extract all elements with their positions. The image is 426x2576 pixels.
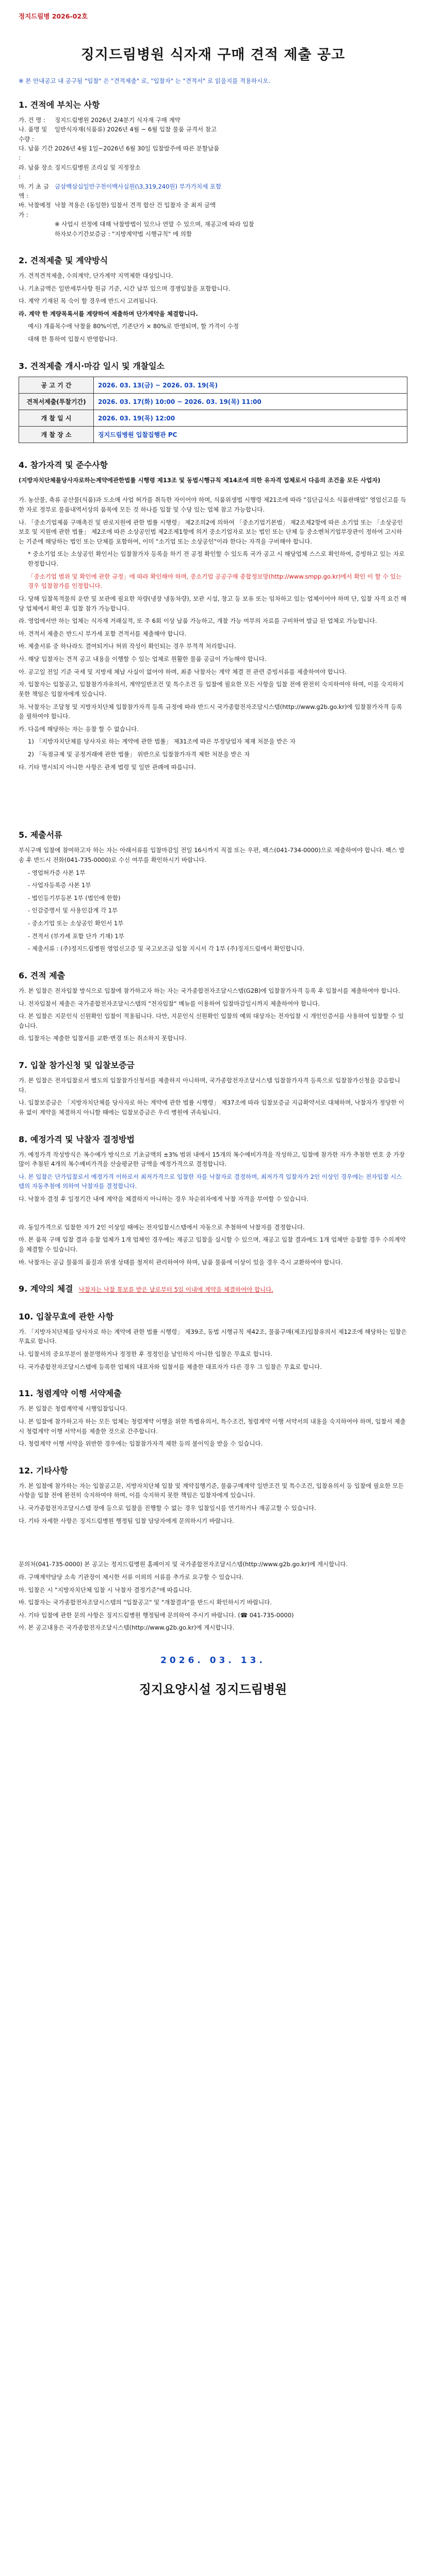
- s2-line: 예시) 개품목수에 낙찰율 80%이면, 기존단가 × 80%로 반영되며, 할 가격이 수정: [28, 323, 239, 330]
- table-value: 2026. 03. 19(목) 12:00: [94, 410, 407, 426]
- s10-item: 가. 「지방자치단체를 당사자로 하는 계약에 관한 법률 시행령」 제39조, 동법 시행규칙 제42조, 물품구매(제조)입찰유의서 제12조에 해당하는 입찰은 무효로 합니다.: [19, 1328, 407, 1345]
- s8-item: 다. 낙찰자 결정 후 일정기간 내에 계약을 체결하지 아니하는 경우 차순위자에게 낙찰 자격을 부여할 수 있습니다.: [19, 1195, 309, 1203]
- s9-text: 낙찰자는 낙찰 통보를 받은 날로부터 5일 이내에 계약을 체결하여야 합니다.: [78, 1286, 273, 1294]
- section-1: [19, 98, 407, 239]
- s11-item: 나. 본 입찰에 참가하고자 하는 모든 업체는 청렴계약 이행을 위한 특별유의서, 특수조건, 청렴계약 이행 서약서의 내용을 숙지하여야 하며, 입찰서 제출 시 청렴계약 이행 서약서를 제출한 것으로 간주합니다.: [19, 1417, 406, 1435]
- table-value: 2026. 03. 13(금) ~ 2026. 03. 19(목): [94, 377, 407, 393]
- s4-item: 다. 당해 입찰목적물의 운반 및 보관에 필요한 차량(냉장 냉동차량), 보관 시설, 창고 등 보유 또는 임차하고 있는 업체이어야 하며 단, 입찰 자격 요건 해당 업체에서 확인 후 입찰 참가 가능합니다.: [19, 595, 406, 612]
- s2-line: 다. 계약 기재된 목 숙이 할 경우에 반드시 고려됩니다.: [19, 297, 158, 305]
- s1-row: [19, 163, 407, 182]
- table-row: [19, 410, 407, 426]
- table-key: 개 찰 일 시: [19, 410, 94, 426]
- section-1-heading: 1. 견적에 부치는 사항: [19, 99, 100, 110]
- notice-date: 2026. 03. 13.: [160, 1655, 266, 1666]
- s4-item: 타. 기타 명시되지 아니한 사항은 관계 법령 및 일반 관례에 따릅니다.: [19, 763, 196, 771]
- s12-item: 사. 기타 입찰에 관한 문의 사항은 징지드림병원 행정팀에 문의하여 주시기 바랍니다. (☎ 041-735-0000): [19, 1611, 294, 1619]
- s12-item: 라. 구매계약담당 소속 기관장이 제시한 서류 이외의 서류를 추가로 요구할 수 있습니다.: [19, 1573, 244, 1581]
- s1-row: [19, 219, 407, 229]
- s4-item: 마. 견적서 제출은 반드시 부가세 포함 견적서를 제출해야 합니다.: [19, 630, 187, 637]
- s1-text: 징지드림병원 조리실 및 지정장소: [55, 163, 141, 171]
- s1-text: 2026년 4월 1일~2026년 6월 30일 입찰발주에 따른 분할납품: [55, 144, 220, 152]
- s4-item: 나. 「중소기업제품 구매촉진 및 판로지원에 관한 법률 시행령」 제2조의2에 의하여 「중소기업기본법」 제2조제2항에 따른 소기업 또는 「소상공인 보호 및 지원에 관한 법률」 제2조에 따른 소상공인법 제2조제1항에 의거 중소기업자로 보는 법인 또는 단체 등 중소벤처기업부장관이 정하여 고시하는 기준에 해당하는 법인 또는 단체를 포함하여, 이미 "소기업 또는 소상공인"이라 한다는 자격을 구비해야 합니다.: [19, 518, 403, 545]
- section-2: [19, 254, 407, 344]
- table-row: [19, 393, 407, 410]
- s11-item: 다. 청렴계약 이행 서약을 위반한 경우에는 입찰참가자격 제한 등의 불이익을 받을 수 있습니다.: [19, 1440, 263, 1448]
- section-9: [19, 1282, 407, 1295]
- s7-item: 가. 본 입찰은 전자입찰로서 별도의 입찰참가신청서를 제출하지 아니하며, 국가종합전자조달시스템 입찰참가자격 등록으로 입찰참가신청을 갈음합니다.: [19, 1077, 400, 1094]
- s8-item: 가. 예정가격 작성방식은 복수예가 방식으로 기초금액의 ±3% 범위 내에서 15개의 복수예비가격을 작성하고, 입찰에 참가한 자가 추첨한 번호 중 가장 많이 추첨된 4개의 복수예비가격을 산술평균한 금액을 예정가격으로 결정합니다.: [19, 1150, 405, 1168]
- s4-item: 가. 농산물, 축류 공산물(식품)과 도소매 사업 허가를 취득한 자이어야 하며, 식품위생법 시행령 제21조에 따라 "집단급식소 식품판매업" 영업신고를 득한 자로 정부로 물품내역서상의 품목에 모든 것 하나를 입찰 및 수당 있는 업체 참고 가능합니다.: [19, 496, 406, 513]
- s5-item: - 인감증명서 및 사용인감계 각 1부: [28, 907, 118, 914]
- section-6-heading: 6. 견적 제출: [19, 970, 65, 980]
- s1-label: [19, 219, 55, 229]
- s1-label: 가. 건 명 :: [19, 116, 45, 124]
- s1-text: 징지드림병원 2026년 2/4분기 식자재 구매 계약: [55, 116, 181, 124]
- s8-item: 라. 동일가격으로 입찰한 자가 2인 이상일 때에는 전자입찰시스템에서 자동으로 추첨하여 낙찰자를 결정합니다.: [19, 1223, 305, 1231]
- section-8: [19, 1133, 407, 1267]
- table-row: [19, 426, 407, 443]
- s5-item: - 중소기업 또는 소상공인 확인서 1부: [28, 920, 124, 927]
- s4-item: 「중소기업 범위 및 확인에 관한 규정」에 따라 확인해야 하며, 중소기업 공공구매 종합정보망(http://www.smpp.go.kr)에서 확인 이 할 수 있는 경우 입찰참가를 인정합니다.: [28, 572, 402, 590]
- s4-item: 차. 낙찰자는 조달청 및 지방자치단체 입찰참가자격 등록 규정에 따라 반드시 국가종합전자조달시스템(http://www.g2b.go.kr)에 입찰참가자격 등록을 필하여야 합니다.: [19, 703, 402, 720]
- s1-text: 금삼백삼십일만구천이백사십원(\3,319,240원) 부가가치세 포함: [55, 182, 222, 190]
- s6-item: 가. 본 입찰은 전자입찰 방식으로 입찰에 참가하고자 하는 자는 국가종합전자조달시스템(G2B)에 입찰참가자격 등록 후 입찰서를 제출하여야 합니다.: [19, 987, 400, 994]
- section-6: [19, 969, 407, 1043]
- section-9-title: 9. 계약의 체결: [19, 1284, 73, 1294]
- s12-item: 다. 기타 자세한 사항은 징지드림병원 행정팀 입찰 담당자에게 문의하시기 바랍니다.: [19, 1517, 234, 1524]
- s4-item: 사. 해당 입찰자는 견적 공고 내용을 이행할 수 있는 업체로 원활한 물품 공급이 가능해야 합니다.: [19, 655, 267, 663]
- s1-row: [19, 125, 407, 144]
- s8-item: 바. 낙찰자는 공급 물품의 품질과 위생 상태를 철저히 관리하여야 하며, 납품 물품에 이상이 있을 경우 즉시 교환하여야 합니다.: [19, 1258, 343, 1266]
- section-10: [19, 1310, 407, 1372]
- table-value: 2026. 03. 17(화) 10:00 ~ 2026. 03. 19(목) 11:00: [94, 393, 407, 410]
- s1-row: [19, 182, 407, 201]
- section-12-heading: 12. 기타사항: [19, 1465, 68, 1476]
- issuing-organization: 징지요양시설 징지드림병원: [139, 1682, 287, 1697]
- s2-line: 나. 기초금액은 일반세부사항 원금 기준, 시간 납부 있으며 경쟁입찰을 포함합니다.: [19, 284, 231, 292]
- s5-item: - 제출서류 : (주)정지드림병원 영업신고증 및 국고보조금 입찰 지시서 각 1부 (주)징지드림에서 확인합니다.: [28, 945, 305, 953]
- s4-item: 아. 공고일 전일 기준 국세 및 지방세 체납 사실이 없어야 하며, 최종 낙찰자는 계약 체결 전 관련 증빙서류를 제출하여야 합니다.: [19, 668, 347, 675]
- section-2-heading: 2. 견적제출 및 계약방식: [19, 255, 108, 265]
- section-3: [19, 360, 407, 443]
- section-7-heading: 7. 입찰 참가신청 및 입찰보증금: [19, 1060, 135, 1071]
- table-value: 징지드림병원 입찰집행관 PC: [94, 426, 407, 443]
- table-key: 견적서제출(투찰기간): [19, 393, 94, 410]
- section-8-heading: 8. 예정가격 및 낙찰자 결정방법: [19, 1134, 135, 1144]
- s7-item: 나. 입찰보증금은 「지방자치단체를 당사자로 하는 계약에 관한 법률 시행령」 제37조에 따라 입찰보증금 지급확약서로 대체하며, 낙찰자가 정당한 이유 없이 계약을 체결하지 아니할 때에는 입찰보증금은 우리 병원에 귀속됩니다.: [19, 1099, 404, 1116]
- s1-row: [19, 144, 407, 163]
- s1-label: 다. 납품 기간 :: [19, 144, 53, 162]
- s1-label: 마. 기 초 금 액 :: [19, 182, 50, 199]
- s1-text: ※ 사업시 선정에 대해 낙찰방법이 있으나 연말 수 있으며, 재공고에 따라 입찰: [55, 221, 254, 228]
- schedule-table: [19, 377, 407, 443]
- section-5-heading: 5. 제출서류: [19, 830, 62, 840]
- s11-item: 가. 본 입찰은 청렴계약제 시행입찰입니다.: [19, 1405, 127, 1413]
- s1-text: 일반식자재(식품류) 2026년 4월 ~ 6월 입찰 물품 규격서 참고: [55, 126, 217, 133]
- section-11: [19, 1387, 407, 1449]
- s1-row: [19, 200, 407, 219]
- s12-item: 아. 본 공고내용은 국가종합전자조달시스템(http://www.g2b.go.kr)에 게시합니다.: [19, 1624, 235, 1632]
- s1-row: [19, 115, 407, 125]
- s4-intro: (지방자치단체를당사자로하는계약에관한법률 시행령 제13조 및 동법시행규칙 제14조에 의한 유자격 업체로서 다음의 조건을 모든 사업자): [19, 476, 381, 484]
- lead-note: ※ 본 안내공고 내 공구될 "입찰" 은 "견적제출" 로, "입찰자" 는 "견적서" 로 읽을지를 적용하시오.: [19, 77, 271, 84]
- s2-line: 가. 견적견적제출, 수의계약, 단가계약 지역제한 대상입니다.: [19, 272, 173, 279]
- s5-item: - 사업자등록증 사본 1부: [28, 882, 91, 889]
- s5-item: - 법인등기부등본 1부 (법인에 한함): [28, 894, 121, 902]
- table-key: 공 고 기 간: [19, 377, 94, 393]
- s1-label: 바. 낙찰예정가 :: [19, 201, 51, 218]
- s4-item: 2) 「독점규제 및 공정거래에 관한 법률」 위반으로 입찰참가자격 제한 처분을 받은 자: [28, 751, 250, 758]
- document-number: 정지드림병 2026-02호: [19, 12, 88, 20]
- s1-text: 낙찰 적용은 (동일한) 입찰서 견적 합산 건 입찰자 중 최저 금액: [55, 201, 216, 209]
- s4-item: 라. 영업에서만 하는 업체는 식자재 거래실적, 또 주 6회 이상 납품 가능하고, 개찰 가능 여부의 자료를 구비하여 발급 된 업체로 가능합니다.: [19, 617, 377, 625]
- s5-item: - 영업허가증 사본 1부: [28, 869, 86, 876]
- table-key: 개 찰 장 소: [19, 426, 94, 443]
- s10-item: 다. 국가종합전자조달시스템에 등록한 업체의 대표자와 입찰서를 제출한 대표자가 다른 경우 그 입찰은 무효로 합니다.: [19, 1363, 322, 1370]
- s6-item: 라. 입찰자는 제출한 입찰서를 교환·변경 또는 취소하지 못합니다.: [19, 1035, 187, 1042]
- s2-line: 대해 한 통하여 입찰시 반영합니다.: [28, 335, 118, 343]
- s6-item: 나. 전자입찰서 제출은 국가종합전자조달시스템의 "전자입찰" 메뉴를 이용하여 입찰마감일시까지 제출하여야 합니다.: [19, 999, 320, 1007]
- s4-item: * 중소기업 또는 소상공인 확인서는 입찰참가자 등록을 하기 전 공정 확인할 수 있도록 국가 공고 시 해당업체 스스로 확인하여, 증빙하고 있는 자로 한정합니다.: [28, 550, 405, 568]
- s10-item: 나. 입찰서의 중요부분이 불분명하거나 정정한 후 정정인을 날인하지 아니한 입찰은 무효로 합니다.: [19, 1350, 272, 1358]
- page-title: 징지드림병원 식자재 구매 견적 제출 공고: [80, 47, 346, 63]
- s6-item: 다. 본 입찰은 지문인식 신원확인 입찰이 적용됩니다. 다만, 지문인식 신원확인 입찰의 예외 대상자는 전자입찰 시 개인인증서를 사용하여 입찰할 수 있습니다.: [19, 1012, 404, 1029]
- s1-text: 하자보수기간보증금 : "지방계약법 시행규칙" 에 의함: [55, 230, 192, 238]
- section-9-heading: [19, 1282, 407, 1295]
- section-5: [19, 828, 407, 954]
- table-row: [19, 377, 407, 393]
- s12-item: 마. 입찰은 시 "지방자치단체 입찰 시 낙찰자 결정기준"에 따릅니다.: [19, 1586, 192, 1594]
- s2-line: 라. 계약 한 계량목록서를 계량하여 제출하며 단가계약을 체결합니다.: [19, 310, 198, 317]
- s1-label: 라. 납품 장소 :: [19, 163, 53, 181]
- section-12: [19, 1464, 407, 1633]
- s12-item: 나. 국가종합전자조달시스템 장애 등으로 입찰을 진행할 수 없는 경우 입찰일시를 연기하거나 재공고할 수 있습니다.: [19, 1504, 316, 1512]
- section-4: [19, 459, 407, 772]
- s4-item: 1) 「지방자치단체를 당사자로 하는 계약에 관한 법률」 제31조에 따른 부정당업자 제재 처분을 받은 자: [28, 738, 296, 745]
- s5-item: - 견적서 (부가세 포함 단가 기재) 1부: [28, 932, 124, 940]
- section-3-heading: 3. 견적제출 개시·마감 일시 및 개찰일소: [19, 361, 165, 371]
- s12-item: 문의처(041-735-0000) 본 공고는 정지드림병원 홈페이지 및 국가종합전자조달시스템(http://www.g2b.go.kr)에 게시합니다.: [19, 1561, 348, 1568]
- section-11-heading: 11. 청렴계약 이행 서약제출: [19, 1388, 122, 1399]
- s8-item: 나. 본 입찰은 단가입찰로서 예정가격 이하로서 최저가격으로 입찰한 자를 낙찰자로 결정하며, 최저가격 입찰자가 2인 이상인 경우에는 전자입찰 시스템의 자동추첨에 의하여 낙찰자를 결정합니다.: [19, 1173, 402, 1190]
- s4-item: 자. 입찰자는 입찰공고, 입찰참가자유의서, 계약일반조건 및 특수조건 등 입찰에 필요한 모든 사항을 입찰 전에 완전히 숙지하여야 하며, 이를 숙지하지 못한 책임은 입찰자에게 있습니다.: [19, 681, 404, 698]
- section-10-heading: 10. 입찰무효에 관한 사항: [19, 1311, 114, 1321]
- section-7: [19, 1059, 407, 1117]
- section-4-heading: 4. 참가자격 및 준수사항: [19, 460, 108, 470]
- s12-item: 바. 입찰자는 국가종합전자조달시스템의 "입찰공고" 및 "개찰결과"를 반드시 확인하시기 바랍니다.: [19, 1599, 272, 1606]
- s8-item: 마. 본 품목 구매 입찰 결과 응찰 업체가 1개 업체인 경우에는 재공고 입찰을 실시할 수 있으며, 재공고 입찰 결과에도 1개 업체만 응찰할 경우 수의계약을 체결할 수 있습니다.: [19, 1236, 406, 1253]
- s4-item: 바. 제출서류 중 하나라도 결여되거나 허위 작성이 확인되는 경우 부적격 처리합니다.: [19, 642, 236, 650]
- s1-row: [19, 229, 407, 239]
- s4-item: 카. 다음에 해당하는 자는 응찰 할 수 없습니다.: [19, 725, 139, 733]
- s1-label: [19, 229, 55, 239]
- s12-item: 가. 본 입찰에 참가하는 자는 입찰공고문, 지방자치단체 입찰 및 계약집행기준, 물품구매계약 일반조건 및 특수조건, 입찰유의서 등 입찰에 필요한 모든 사항을 입찰 전에 완전히 숙지하여야 하며, 이를 숙지하지 못한 책임은 입찰자에게 있습니다.: [19, 1482, 404, 1499]
- s5-intro: 부식구매 입찰에 참여하고자 하는 자는 아래서류를 입찰마감일 전일 16시까지 직접 또는 우편, 팩스(041-734-0000)으로 제출하여야 합니다. 팩스 발송 후 반드시 전화(041-735-0000)로 수신 여부를 확인하시기 바랍니다.: [19, 846, 405, 863]
- s1-label: 나. 품명 및 수량 :: [19, 126, 47, 143]
